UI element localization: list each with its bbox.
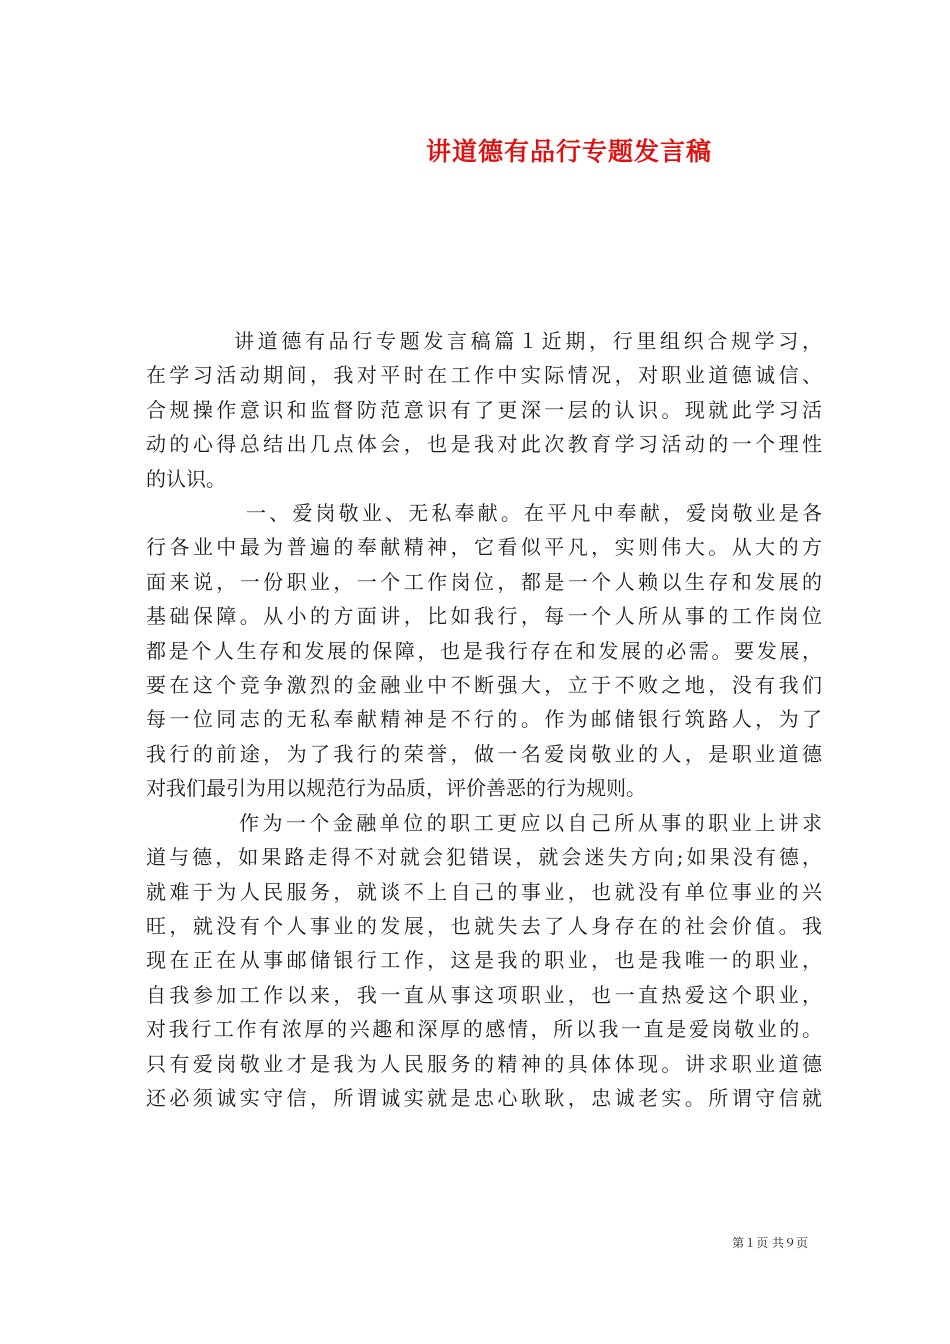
text-line: 作为一个金融单位的职工更应以自己所从事的职业上讲求: [239, 810, 822, 835]
text-line: 每一位同志的无私奉献精神是不行的。作为邮储银行筑路人，为了: [146, 707, 822, 732]
text-line: 合规操作意识和监督防范意识有了更深一层的认识。现就此学习活: [146, 397, 822, 422]
text-line: 我行的前途，为了我行的荣誉，做一名爱岗敬业的人，是职业道德: [146, 741, 822, 766]
text-line: 道与德，如果路走得不对就会犯错误，就会迷失方向;如果没有德，: [146, 845, 822, 870]
text-line: 还必须诚实守信，所谓诚实就是忠心耿耿，忠诚老实。所谓守信就: [146, 1085, 822, 1110]
text-line: 在学习活动期间，我对平时在工作中实际情况，对职业道德诚信、: [146, 363, 822, 388]
text-line: 只有爱岗敬业才是我为人民服务的精神的具体体现。讲求职业道德: [146, 1051, 822, 1076]
text-line: 都是个人生存和发展的保障，也是我行存在和发展的必需。要发展，: [146, 638, 822, 663]
text-line: 现在正在从事邮储银行工作，这是我的职业，也是我唯一的职业，: [146, 948, 822, 973]
text-line: 的认识。: [146, 466, 226, 491]
text-line: 自我参加工作以来，我一直从事这项职业，也一直热爱这个职业，: [146, 982, 822, 1007]
text-line: 行各业中最为普遍的奉献精神，它看似平凡，实则伟大。从大的方: [146, 535, 822, 560]
document-title: 讲道德有品行专题发言稿: [425, 137, 712, 166]
text-line: 动的心得总结出几点体会，也是我对此次教育学习活动的一个理性: [146, 432, 822, 457]
text-line: 旺，就没有个人事业的发展，也就失去了人身存在的社会价值。我: [146, 913, 822, 938]
text-line: 讲道德有品行专题发言稿篇１近期，行里组织合规学习，: [234, 329, 822, 353]
text-line: 对我行工作有浓厚的兴趣和深厚的感情，所以我一直是爱岗敬业的。: [146, 1017, 822, 1042]
text-line: 面来说，一份职业，一个工作岗位，都是一个人赖以生存和发展的: [146, 569, 822, 594]
paragraph-2: [146, 496, 822, 806]
text-line: 就难于为人民服务，就谈不上自己的事业，也就没有单位事业的兴: [146, 879, 822, 904]
paragraph-1: [146, 324, 822, 496]
text-line: 一、爱岗敬业、无私奉献。在平凡中奉献，爱岗敬业是各: [246, 501, 822, 526]
page-number: 第１页 共９页: [732, 1236, 808, 1250]
document-body: [146, 324, 822, 1115]
text-line: 基础保障。从小的方面讲，比如我行，每一个人所从事的工作岗位: [146, 604, 822, 629]
text-line: 要在这个竞争激烈的金融业中不断强大，立于不败之地，没有我们: [146, 673, 822, 698]
text-line: 对我们最引为用以规范行为品质，评价善恶的行为规则。: [146, 776, 646, 801]
paragraph-3: [146, 806, 822, 1116]
